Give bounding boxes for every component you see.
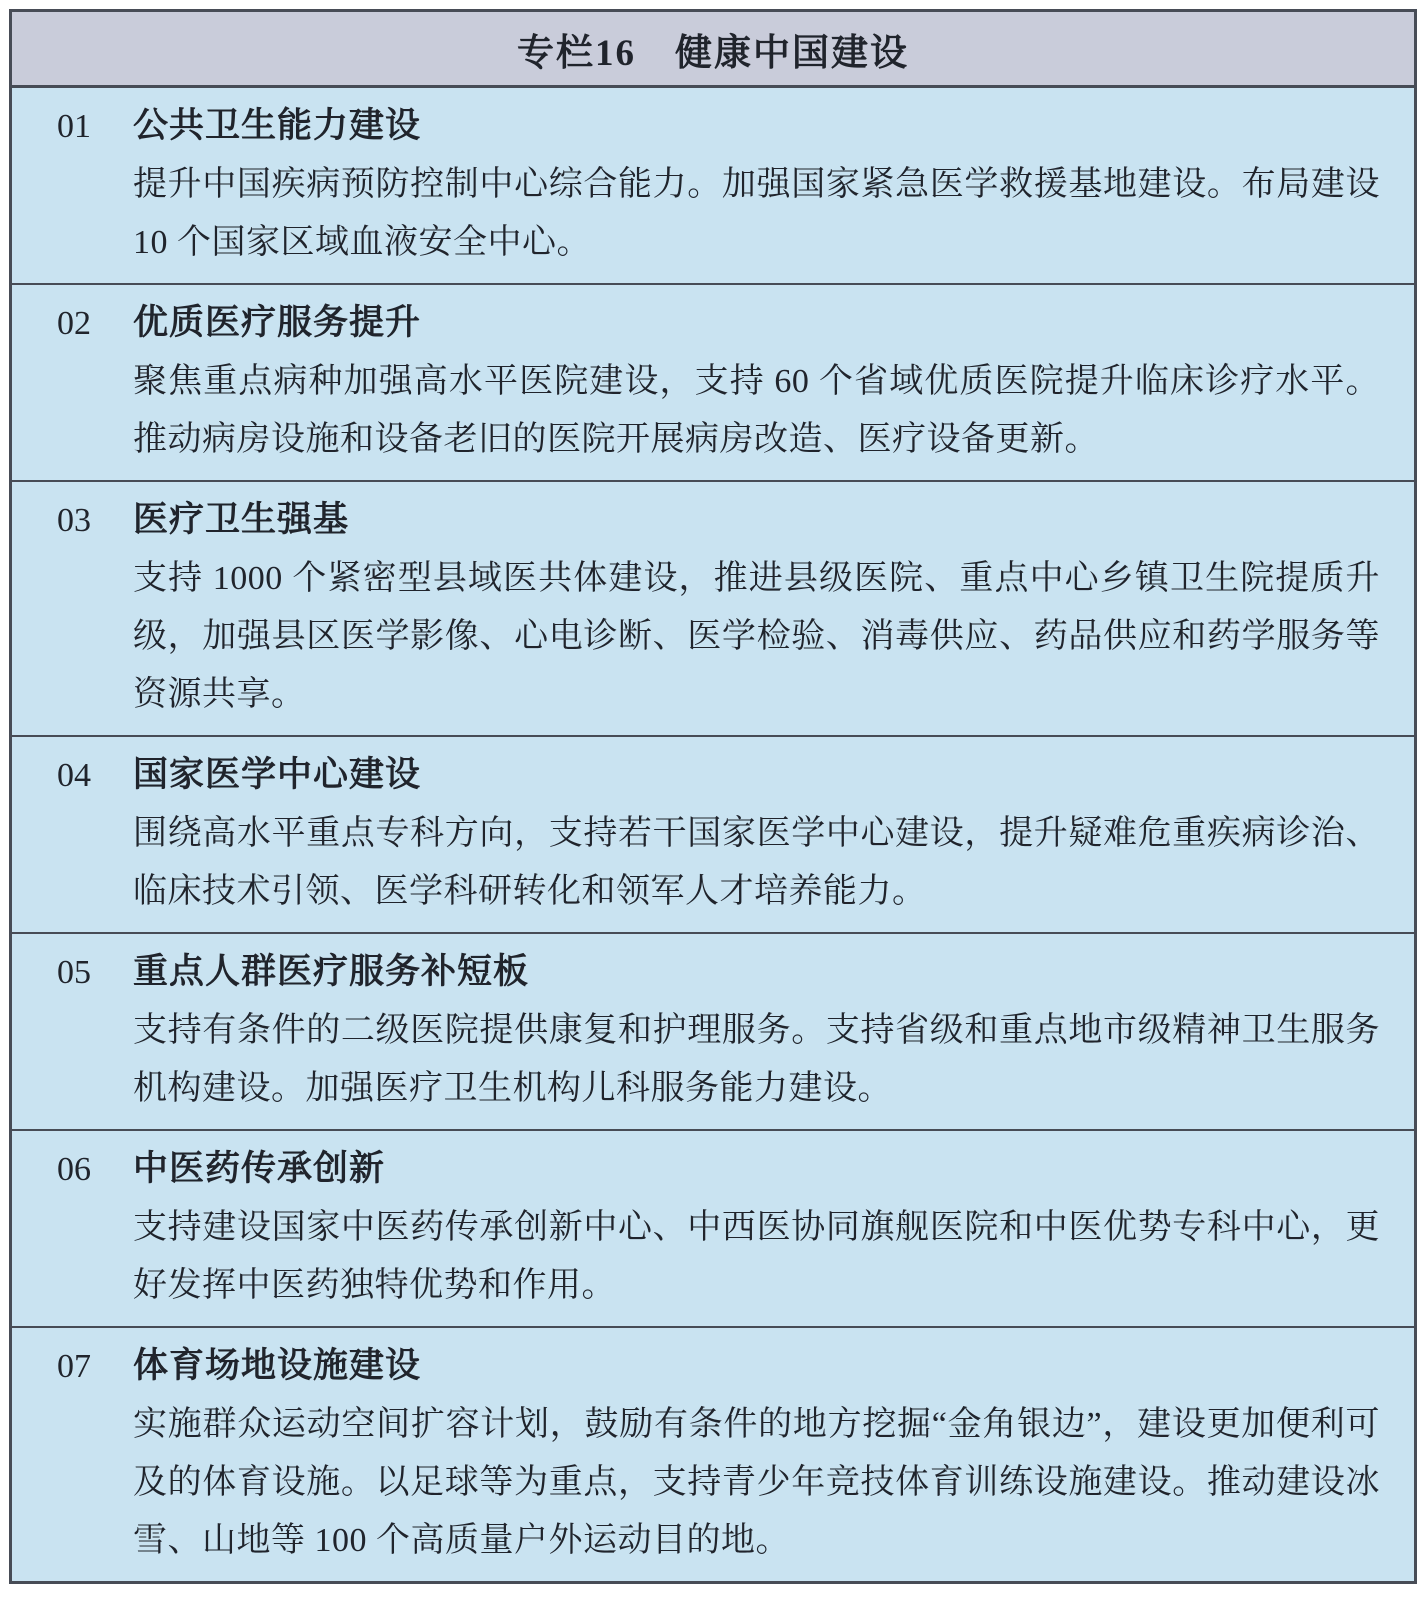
- section-body: 提升中国疾病预防控制中心综合能力。加强国家紧急医学救援基地建设。布局建设 10 个国家区域血液安全中心。: [133, 166, 1380, 261]
- section-title: 体育场地设施建设: [133, 1346, 422, 1385]
- section-head: [57, 294, 1380, 353]
- section-head: [57, 97, 1380, 156]
- section-row: [12, 735, 1414, 932]
- section-number: 03: [57, 502, 91, 539]
- section-body: 围绕高水平重点专科方向，支持若干国家医学中心建设，提升疑难危重疾病诊治、临床技术引领、医学科研转化和领军人才培养能力。: [133, 815, 1380, 910]
- section-body: 聚焦重点病种加强高水平医院建设，支持 60 个省域优质医院提升临床诊疗水平。推动病房设施和设备老旧的医院开展病房改造、医疗设备更新。: [133, 363, 1380, 458]
- feature-box: [9, 9, 1417, 1584]
- section-number: 07: [57, 1348, 91, 1385]
- section-body: 支持 1000 个紧密型县域医共体建设，推进县级医院、重点中心乡镇卫生院提质升级，加强县区医学影像、心电诊断、医学检验、消毒供应、药品供应和药学服务等资源共享。: [133, 560, 1380, 713]
- section-title: 国家医学中心建设: [133, 755, 422, 794]
- section-body: 支持有条件的二级医院提供康复和护理服务。支持省级和重点地市级精神卫生服务机构建设。加强医疗卫生机构儿科服务能力建设。: [133, 1012, 1380, 1107]
- section-body: 支持建设国家中医药传承创新中心、中西医协同旗舰医院和中医优势专科中心，更好发挥中医药独特优势和作用。: [133, 1209, 1380, 1304]
- section-number: 02: [57, 305, 91, 342]
- section-row: [12, 88, 1414, 283]
- section-row: [12, 1326, 1414, 1581]
- section-row: [12, 480, 1414, 735]
- section-number: 06: [57, 1151, 91, 1188]
- section-title: 优质医疗服务提升: [133, 303, 422, 342]
- section-head: [57, 746, 1380, 805]
- section-row: [12, 1129, 1414, 1326]
- section-number: 01: [57, 108, 91, 145]
- section-title: 公共卫生能力建设: [133, 106, 422, 145]
- section-head: [57, 491, 1380, 550]
- section-head: [57, 1337, 1380, 1396]
- sections: [12, 88, 1414, 1581]
- section-number: 05: [57, 954, 91, 991]
- section-body: 实施群众运动空间扩容计划，鼓励有条件的地方挖掘“金角银边”，建设更加便利可及的体育设施。以足球等为重点，支持青少年竞技体育训练设施建设。推动建设冰雪、山地等 100 个高质量户外运动目的地。: [133, 1406, 1380, 1559]
- section-title: 重点人群医疗服务补短板: [133, 952, 530, 991]
- section-head: [57, 1140, 1380, 1199]
- section-number: 04: [57, 757, 91, 794]
- panel-title: 专栏16 健康中国建设: [12, 12, 1414, 88]
- section-head: [57, 943, 1380, 1002]
- section-row: [12, 283, 1414, 480]
- section-title: 医疗卫生强基: [133, 500, 350, 539]
- section-row: [12, 932, 1414, 1129]
- section-title: 中医药传承创新: [133, 1149, 386, 1188]
